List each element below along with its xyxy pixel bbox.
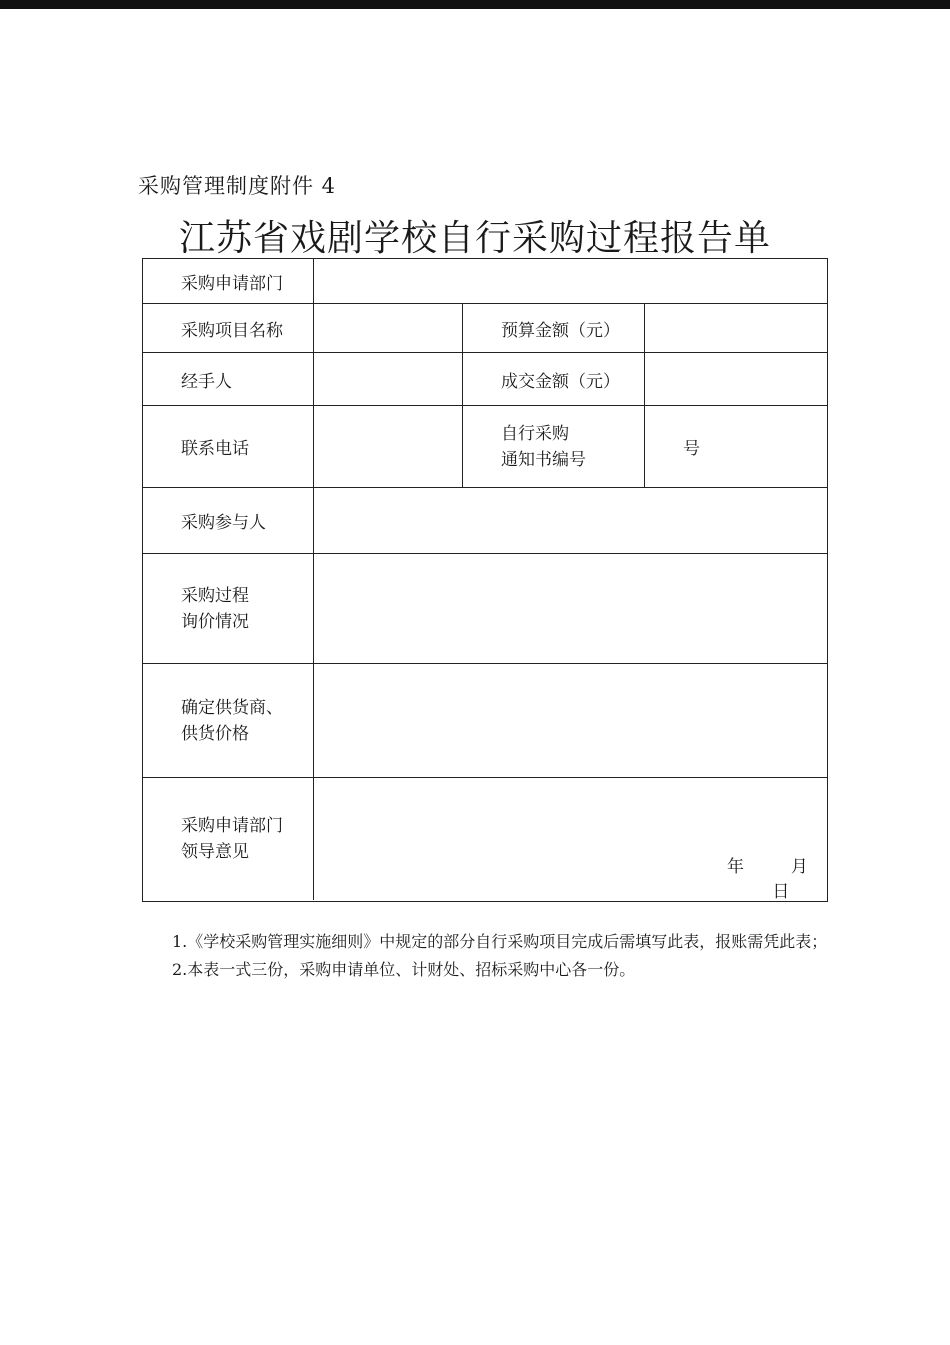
attachment-label: 采购管理制度附件 4 [138,174,337,198]
row-department [143,259,827,304]
row-phone [143,406,827,488]
participants-label: 采购参与人 [143,488,314,553]
date-day: 日 [772,882,790,902]
participants-field[interactable] [314,488,827,553]
date-year: 年 [727,857,744,877]
row-participants [143,488,827,554]
handler-field[interactable] [314,353,462,405]
deal-amount-label: 成交金额（元） [462,353,645,405]
row-handler [143,353,827,406]
process-field[interactable] [314,554,827,663]
note-1: 1.《学校采购管理实施细则》中规定的部分自行采购项目完成后需填写此表，报账需凭此表； [172,932,828,951]
supplier-label [143,664,314,777]
budget-field[interactable] [645,304,827,352]
notice-number-field[interactable] [645,406,827,487]
supplier-label-line1: 确定供货商、 [181,697,283,718]
supplier-field[interactable] [314,664,827,777]
notice-number-label-line1: 自行采购 [501,423,569,444]
supplier-label-line2: 供货价格 [181,723,249,744]
project-name-label: 采购项目名称 [143,304,314,352]
report-form-table [142,258,828,902]
opinion-label-line2: 领导意见 [181,842,249,862]
handler-label: 经手人 [143,353,314,405]
scan-top-border [0,0,950,9]
phone-field[interactable] [314,406,462,487]
notice-number-suffix: 号 [683,439,700,459]
date-line [727,852,827,902]
note-2: 2.本表一式三份，采购申请单位、计财处、招标采购中心各一份。 [172,960,636,979]
budget-label: 预算金额（元） [462,304,645,352]
row-supplier [143,664,827,778]
notes [138,928,838,984]
department-field[interactable] [314,259,827,303]
process-label-line2: 询价情况 [181,611,249,632]
page-title: 江苏省戏剧学校自行采购过程报告单 [178,218,771,259]
opinion-label [143,778,314,900]
opinion-label-line1: 采购申请部门 [181,816,283,836]
department-label: 采购申请部门 [143,259,314,303]
row-project [143,304,827,353]
phone-label: 联系电话 [143,406,314,487]
row-process [143,554,827,664]
row-opinion [143,778,827,900]
deal-amount-field[interactable] [645,353,827,405]
opinion-field[interactable] [314,778,827,900]
process-label [143,554,314,663]
date-month: 月 [790,857,808,877]
notice-number-label [462,406,645,487]
process-label-line1: 采购过程 [181,585,249,606]
notice-number-label-line2: 通知书编号 [501,449,586,470]
project-name-field[interactable] [314,304,462,352]
